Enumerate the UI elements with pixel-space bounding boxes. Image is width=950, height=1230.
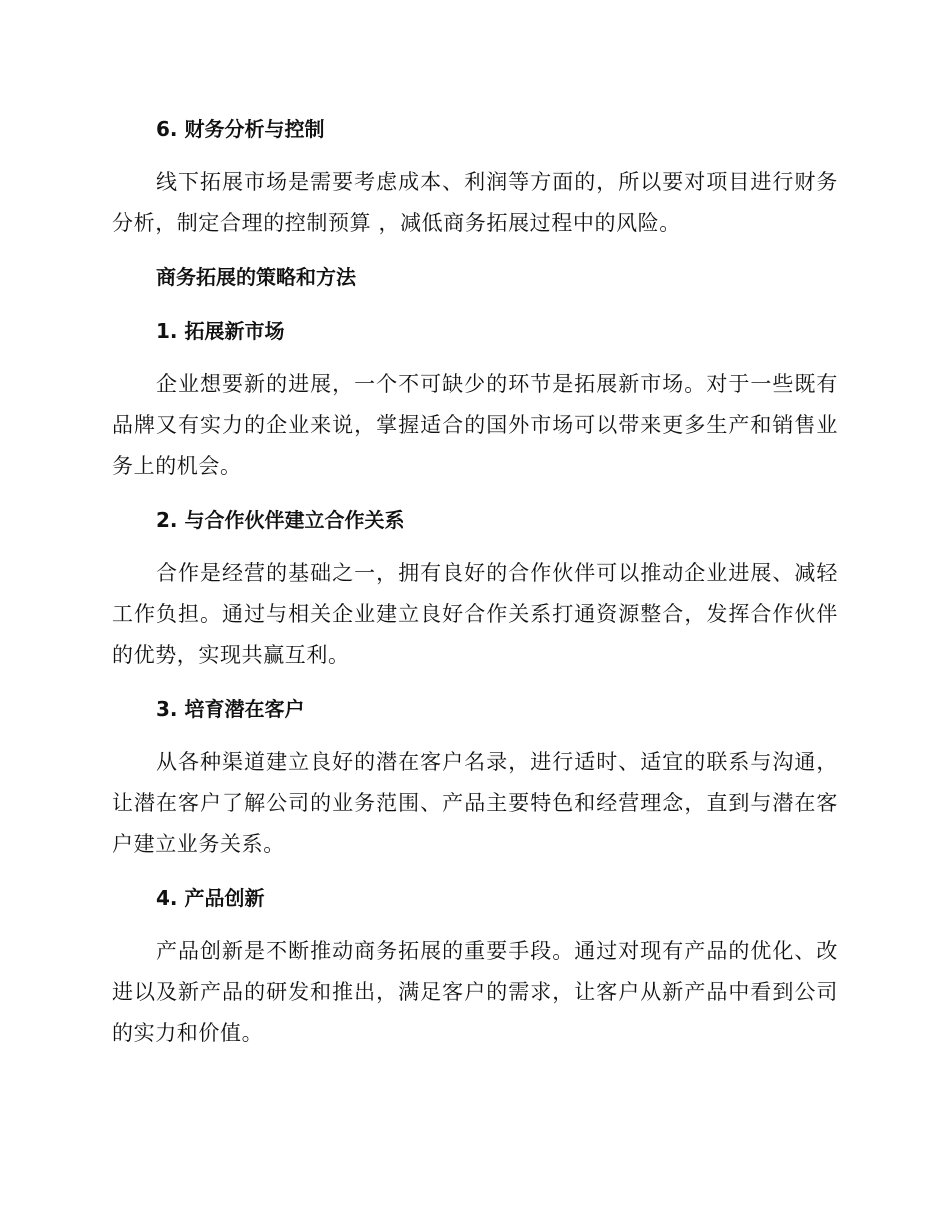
section-paragraph: 线下拓展市场是需要考虑成本、利润等方面的，所以要对项目进行财务分析，制定合理的控制预算 ，减低商务拓展过程中的风险。 [112,170,838,235]
section-paragraph: 企业想要新的进展，一个不可缺少的环节是拓展新市场。对于一些既有品牌又有实力的企业来说，掌握适合的国外市场可以带来更多生产和销售业务上的机会。 [112,372,838,478]
section-paragraph: 合作是经营的基础之一，拥有良好的合作伙伴可以推动企业进展、减轻工作负担。通过与相关企业建立良好合作关系打通资源整合，发挥合作伙伴的优势，实现共赢互利。 [112,561,838,667]
section-heading: 3. 培育潜在客户 [156,697,305,721]
section-heading: 6. 财务分析与控制 [156,117,325,141]
section-paragraph: 从各种渠道建立良好的潜在客户名录，进行适时、适宜的联系与沟通，让潜在客户了解公司的业务范围、产品主要特色和经营理念，直到与潜在客户建立业务关系。 [112,750,838,856]
section-paragraph: 产品创新是不断推动商务拓展的重要手段。通过对现有产品的优化、改进以及新产品的研发和推出，满足客户的需求，让客户从新产品中看到公司的实力和价值。 [112,939,838,1045]
section-heading: 2. 与合作伙伴建立合作关系 [156,508,405,532]
section-heading: 商务拓展的策略和方法 [156,265,356,289]
section-heading: 1. 拓展新市场 [156,319,285,343]
section-heading: 4. 产品创新 [156,886,265,910]
